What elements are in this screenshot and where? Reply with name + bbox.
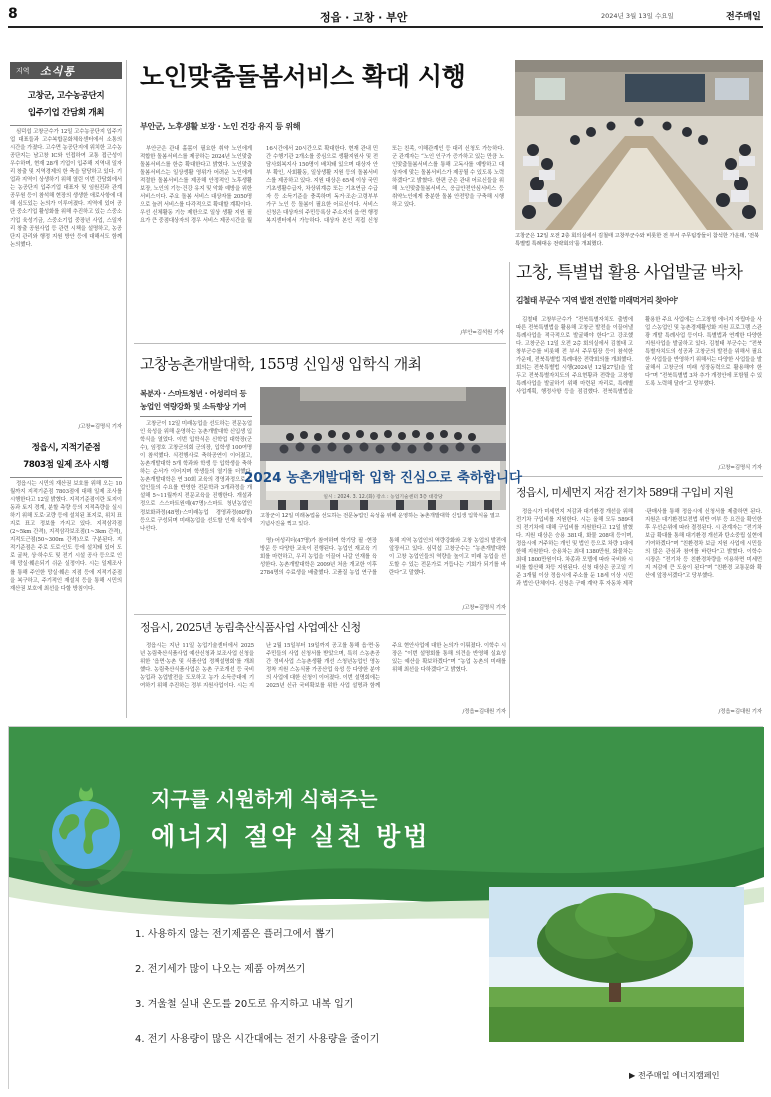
farm-photo-caption: 고창군이 12일 미래농업을 선도하는 전문농업인 육성을 위해 운영하는 농촌개발대학 신입생 입학식을 열고 기념사진을 찍고 있다. bbox=[260, 513, 500, 527]
farm-subtitle-line1: 복분자 · 스마트청년 · 어성리더 등 bbox=[140, 389, 247, 398]
sidebar-item1-byline: /고창=김명식 기자 bbox=[78, 424, 122, 430]
lead-body bbox=[140, 145, 504, 337]
sidebar-item2-title-line1: 정읍시, 지적기준점 bbox=[31, 443, 101, 453]
right-article-rule bbox=[515, 476, 763, 477]
ad-headline-line2: 에너지 절약 실천 방법 bbox=[151, 822, 431, 851]
sidebar-item1-body bbox=[10, 128, 122, 394]
farm-text-right: 명)·어성리더(47명)가 참여하며 학기당 필 ·현장 방문 등 다양한 교육이 진행된다. 농업인 재교육 기회를 마련하고, 우리 농업을 이끌어 나갈 인재를 육성한다. 농촌개발대학은 2009년 처음 개교한 이후 2784명의 수료생을 배출했다. 고품질 농업 연구를 통해 지역 농업인의 역량강화와 고창 농업의 발전에 앞장서고 있다. 심덕섭 고창군수는 “농촌개발대학이 고창 농업인들의 역량을 높이고 미래 농업을 선도할 수 있는 전문가로 거듭나는 기회가 되기를 바란다”고 말했다. bbox=[260, 538, 506, 577]
right-article-title: 고창, 특별법 활용 사업발굴 박차 bbox=[516, 263, 743, 283]
agri-text: 정읍시는 지난 11일 농업기술센터에서 2025년 농림축산식품사업 예산신청과 보조사업 신청을 위한 ‘읍면·농촌 및 식품산업 정책설명회’를 개최했다. 농림축산식품사업은 농촌 구조개선 등 국비 농업과 농업발전을 도모하고 농가 소득증대에 기여하기 위해 추진하는 정부 지원사업이다. 시는 지난 2월 15일부터 19일까지 공고를 통해 읍·면·동 주민들의 사업 신청서를 받았으며, 특히 스농촌공간 정비사업 스농촌생활 개선 스청년농업인 영농정착 지원 스농식품 가공산업 육성 등 다양한 분야의 사업에 대한 신청이 이어졌다. 이번 설명회에는 2025년 신규 국비확보를 위한 사업 설명과 함께 주요 현안사업에 대한 논의가 이뤄졌다. 이학수 시장은 “이번 설명회를 통해 의견을 반영해 실효성 있는 예산을 확보하겠다”며 “농업 농촌의 미래를 위해 최선을 다하겠다”고 밝혔다. bbox=[140, 643, 506, 690]
right-article-subtitle: 김철태 부군수 '지역 발전 견인할 미래먹거리 찾아야' bbox=[516, 296, 678, 305]
right-article-body bbox=[516, 316, 762, 463]
page-number: 8 bbox=[8, 6, 18, 22]
sidebar-item1-text: 심덕섭 고창군수가 12일 고수농공단지 입주기업 대표들과 고수복합문화체육센터에서 소통의 시간을 가졌다. 고수면 농공단지에 위치한 고수농공단지는 남고창 IC와 인접하여 교통 접근성이 우수하며, 현재 28개 기업이 입주해 지역내 일자리 창출 및 지역경제의 한 축을 담당하고 있다. 기업과 지역이 상생하기 위해 열린 이번 간담회에서는 농공단지 입주기업 대표자 및 임원진과 관계 공무원 등이 참석해 현장의 생생한 애로사항에 대해 심도있는 논의가 이루어졌다. 지역에 있어 공단 중소기업 활성화를 위해 추진하고 있는 스중소기업 육성기금, 스중소기업 중장년 사업, 스일자리 창출 공원사업 등 관련 시책을 설명하고, 농공단지 관리와 행정 지원 방안 등에 대해서도 함께 논의했다. bbox=[10, 129, 122, 248]
lead-text: 부안군은 관내 홀몸이 필요한 취약 노인에게 적합한 돌봄서비스를 제공하는 2024년 노인맞춤돌봄서비스를 한층 확대한다고 밝혔다. 노인맞춤돌봄서비스는 일상생활 영위가 어려운 노인에게 적절한 돌봄서비스를 제공해 안정적인 노후생활 보장, 노인의 기능·건강 유지 및 악화 예방을 위한 서비스이다. 주요 돌봄 서비스 대상자를 2050명으로 늘려 서비스를 다각적으로 확대할 계획이다. 우선 신체활동 기능 제한으로 일상 생활 지원 필요가 큰 중점대상자의 경우 서비스 제공시간을 월 16시간에서 20시간으로 확대한다. 현재 관내 민간 수행기관 2개소를 중심으로 생활지원사 및 전담사회복지사 150명이 배치돼 있으며 대상자 안부 확인, 사회활동, 일상생활 지원 등의 돌봄서비스를 제공하고 있다. 지원 대상은 65세 이상 국민기초생활수급자, 차상위계층 또는 기초연금 수급자 등 소득기준을 충족하며 독거·조손·고령부부 가구 노인 등 돌봄이 필요한 어르신이다. 서비스 신청은 대상자의 주민등록상 주소지의 읍·면 행정복지센터에서 가능하다. 대상자 본인 직접 신청 또는 친족, 이해관계인 등 대리 신청도 가능하다. 군 관계자는 “노인 인구가 증가하고 있는 만큼 노인맞춤돌봄서비스를 통해 고독사를 예방하고 대상자에 맞는 돌봄서비스가 제공될 수 있도록 노력하겠다”고 밝혔다. 한편 군은 관내 어르신들을 위해 노인맞춤돌봄서비스, 응급안전안심서비스 등 취약노인에게 충분한 돌봄 안전망을 구축해 시행하고 있다. bbox=[140, 146, 504, 225]
sidebar-divider bbox=[126, 60, 127, 718]
sidebar-rule bbox=[10, 125, 122, 126]
farm-subtitle-line2: 농업인 역량강화 및 소득향상 기여 bbox=[140, 402, 247, 411]
farm-subtitle bbox=[140, 387, 252, 413]
sidebar-item1-title-line1: 고창군, 고수농공단지 bbox=[27, 91, 105, 101]
issue-date: 2024년 3월 13일 수요일 bbox=[601, 12, 674, 20]
ad-footer-bar bbox=[613, 1062, 764, 1090]
farm-bottom-rule bbox=[134, 614, 506, 615]
sidebar-tag bbox=[10, 62, 122, 79]
sidebar-item1-title-line2: 입주기업 간담회 개최 bbox=[27, 108, 105, 118]
sidebar-rule-2 bbox=[10, 477, 122, 478]
farm-subtitle-rule bbox=[140, 416, 252, 417]
tag-title: 소식통 bbox=[40, 65, 75, 78]
section-name: 정읍 · 고창 · 부안 bbox=[320, 11, 408, 24]
tree-field-image bbox=[489, 887, 744, 1042]
globe-hands-icon bbox=[31, 787, 141, 897]
sidebar bbox=[8, 60, 124, 655]
ev-title: 정읍시, 미세먼지 저감 전기차 589대 구입비 지원 bbox=[516, 486, 734, 499]
ad-tip: 2. 전기세가 많이 나오는 제품 아껴쓰기 bbox=[135, 964, 306, 975]
right-article-byline: /고창=김명식 기자 bbox=[718, 465, 762, 471]
farm-title: 고창농촌개발대학, 155명 신입생 입학식 개최 bbox=[140, 355, 422, 373]
ev-byline: /정읍=김대원 기자 bbox=[718, 709, 762, 715]
sidebar-item1-title bbox=[10, 88, 122, 122]
ad-tip: 3. 겨울철 실내 온도를 20도로 유지하고 내복 입기 bbox=[135, 999, 354, 1010]
masthead-rule bbox=[8, 26, 763, 28]
ad-tip: 1. 사용하지 않는 전기제품은 플러그에서 뽑기 bbox=[135, 929, 335, 940]
ad-tip: 4. 전기 사용량이 많은 시간대에는 전기 사용량을 줄이기 bbox=[135, 1034, 380, 1045]
farm-body-right bbox=[260, 537, 506, 606]
agri-byline: /정읍=김대원 기자 bbox=[462, 709, 506, 715]
sidebar-item2-title bbox=[10, 440, 122, 474]
right-article-text: 김철태 고창부군수가 “전북특별자치도 출범에 따른 전북특별법을 활용해 고창군 발전을 이끌어낼 특례사업을 적극적으로 발굴해야 한다”고 강조했다. 고창군은 12일 오전 2층 회의실에서 김철태 고창부군수를 비롯해 전 부서 주무팀장 등이 참석한 가운데, 전북특별법 특례대응 전략회의를 개최했다. 회의는 전북특별법 시행(2024년 12월27일)을 앞두고 전북특별자치도의 주요현황과 전략을 고창형 특례사업을 발굴하기 위해 마련된 자리로, 특례별 사업계획, 행정사항 등을 점검했다. 전북특별법을 활용한 주요 사업에는 스고창형 에너지 자립마을 사업 스농업인 및 농촌경제활성화 지원 프로그램 스관광 개발 특례사업 등이다. 특별법과 연계한 다양한 지원사업을 발굴하고 있다. 김철태 부군수는 “전북특별자치도의 성공과 고창군의 발전을 위해서 필요한 사업들을 반영하기 위해서는 다양한 사업들을 발굴해서 고창군의 미래 성장동력으로 활용해야 한다”며 “전북특별법 3차 추가 개정안에 포함될 수 있도록 노력해 달라”고 당부했다. bbox=[516, 317, 762, 396]
lead-subtitle: 부안군, 노후생활 보장 · 노인 건강 유지 등 위해 bbox=[140, 121, 301, 131]
farm-photo-banner: 2024 농촌개발대학 입학 진심으로 축하합니다 bbox=[243, 470, 523, 486]
lead-bottom-rule bbox=[134, 343, 506, 344]
farm-body-left bbox=[140, 420, 252, 606]
sidebar-item2-body bbox=[10, 480, 122, 732]
sidebar-item2-title-line2: 7803점 일제 조사 시행 bbox=[23, 460, 109, 470]
meeting-room-image bbox=[515, 60, 763, 230]
tag-region: 지역 bbox=[16, 67, 30, 75]
lead-title: 노인맞춤돌봄서비스 확대 시행 bbox=[140, 62, 466, 91]
agri-title: 정읍시, 2025년 농림축산식품사업 사업예산 신청 bbox=[140, 621, 361, 634]
masthead bbox=[0, 0, 771, 30]
ad-footer-text: ▶ 전주매일 에너지캠페인 bbox=[629, 1070, 720, 1080]
lead-byline: /부안=김석원 기자 bbox=[460, 330, 504, 336]
farm-byline: /고창=김명식 기자 bbox=[462, 605, 506, 611]
farm-photo-banner-small: 일시 : 2024. 3. 12.(화) 장소 : 농업기술센터 3층 대강당 bbox=[323, 495, 443, 500]
ad-headline-line1: 지구를 시원하게 식혀주는 bbox=[151, 787, 378, 811]
ev-body bbox=[516, 508, 762, 708]
farm-group-photo bbox=[243, 387, 523, 510]
energy-campaign-ad bbox=[8, 726, 763, 1089]
council-meeting-photo bbox=[515, 60, 763, 230]
agri-body bbox=[140, 642, 506, 708]
farm-text-left: 고창군이 12일 미래농업을 선도하는 전문농업인 육성을 위해 운영하는 농촌개발대학 신입생 입학식을 열었다. 이번 입학식은 신학업 대학장(군수), 임정호 고창군의회 군의장, 입학생 100여명이 참석했다. 식전행사로 축하공연이 이어졌고, 농촌개발대학 5개 학과와 학생 등 입학생을 축하하는 순서가 이어지며 학생들의 열기를 더했다. 농촌개발대학은 연 30회 교육의 경영과정으로 농업인들의 수요를 반영한 전문학과 3개과정을 개설해 5~11월까지 전문교육을 진행한다. 개설과정으로 스스마트원예(47명)·스마트 청년농업인 정보화과정(48명)·스미래농업 경영과정(60명) 등으로 구성되며 미래농업을 선도할 인재 육성에 나선다. bbox=[140, 421, 252, 532]
right-column-divider bbox=[509, 262, 510, 718]
sidebar-item2-text: 정읍시는 시민의 재산권 보호를 위해 오는 10월까지 지적기준점 7803점에 대해 일제 조사를 시행한다고 12일 밝혔다. 지적기준점이란 토지이동과 토지 경계, 분할 측량 등의 지적측량을 실시하기 위해 도로·교량 등에 설치된 표지로, 위치 표지로 표고 정보를 가지고 있다. 지적삼각점(2~5km 간격), 지적삼각보조점(1~3km 간격), 지적도근점(50~300m 간격)으로 구분된다. 지적기준점은 주로 도로·인도 등에 설치돼 있어 도로 굴착, 상·하수도 및 전기 시설 공사 등으로 인해 망실·훼손되기 쉬운 실정이다. 시는 일제조사를 통해 주인한 망실·훼손 지점 등에 지적기준점을 복구하고, 주기적인 재설치 등을 통해 시민의 재산권 보호에 최선을 다할 방침이다. bbox=[10, 481, 122, 592]
ev-text: 정읍시가 미세먼지 저감과 대기환경 개선을 위해 전기차 구입비를 지원한다. 시는 올해 모두 589대의 전기차에 대해 구입비를 지원한다고 12일 밝혔다. 지원 대상은 승용 381대, 화물 208대 등이며, 정읍시에 거주하는 개인 및 법인 등으로 차량 1대에 한해 지원한다. 승용차는 최대 1380만원, 화물차는 최대 1800만원이다. 차종과 모델에 따라 국비와 시비를 합산해 차등 지원된다. 신청 대상은 공고일 기준 3개월 이상 정읍시에 주소를 둔 18세 이상 시민과 법인·단체이다. 신청은 구매 계약 후 자동차 제작·판매사를 통해 정읍시에 신청서를 제출하면 된다. 지원은 대기환경보전법 위반 여부 등 요건을 확인한 후 우선순위에 따라 결정된다. 시 관계자는 “전기차 보급 확대를 통해 대기환경 개선과 탄소중립 실현에 기여하겠다”며 “친환경차 보급 지원 사업에 시민들의 많은 관심과 참여를 바란다”고 밝혔다. 이학수 시장은 “전기차 등 친환경차량을 이용하면 미세먼지 저감에 큰 도움이 된다”며 “친환경 교통문화 확산에 앞장서겠다”고 당부했다. bbox=[516, 509, 762, 588]
paper-name: 전주매일 bbox=[726, 12, 761, 22]
farm-photo bbox=[243, 387, 523, 510]
council-photo-caption: 고창군은 12일 오전 2층 회의실에서 김철태 고창부군수와 비롯한 전 부서 주무팀장들이 참석한 가운데, '전북특별법 특례대응 전략회의'를 개최했다. bbox=[515, 233, 760, 247]
